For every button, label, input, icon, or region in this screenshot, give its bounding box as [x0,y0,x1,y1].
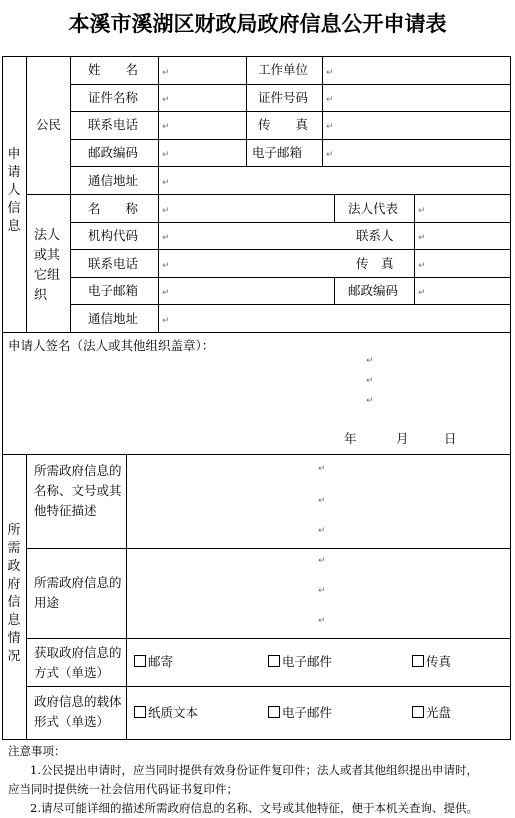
divider [334,277,335,304]
paragraph-mark: ↵ [318,496,326,506]
method-option-email[interactable]: 电子邮件 [268,655,332,669]
org-name-label: 名 称 [88,201,139,216]
checkbox[interactable] [412,655,424,667]
paragraph-mark: ↵ [162,261,170,271]
description-label: 所需政府信息的名称、文号或其他特征描述 [34,463,122,518]
org-address-label: 通信地址 [88,311,139,326]
checkbox[interactable] [268,706,280,718]
paragraph-mark: ↵ [162,178,170,188]
carrier-option-disc[interactable]: 光盘 [412,706,451,720]
carrier-option-email[interactable]: 电子邮件 [268,706,332,720]
checkbox[interactable] [268,655,280,667]
paragraph-mark: ↵ [162,288,170,298]
form-title: 本溪市溪湖区财政局政府信息公开申请表 [68,11,447,36]
paragraph-mark: ↵ [366,396,374,406]
divider [26,454,27,740]
paragraph-mark: ↵ [318,464,326,474]
request-section-label: 所需政府信息情况 [7,523,21,664]
divider [334,194,335,222]
paragraph-mark: ↵ [162,68,170,78]
purpose-label: 所需政府信息的用途 [34,575,122,610]
divider [70,166,511,167]
paragraph-mark: ↵ [366,356,374,366]
citizen-address-label: 通信地址 [88,173,139,188]
legal-rep-label: 法人代表 [348,201,399,216]
paragraph-mark: ↵ [162,150,170,160]
notes-section [8,742,513,818]
paragraph-mark: ↵ [326,68,334,78]
divider [414,194,415,222]
checkbox[interactable] [412,706,424,718]
org-email-label: 电子邮箱 [88,283,139,298]
table-border-bottom [2,739,511,740]
org-label: 法人或其它组织 [34,228,61,303]
divider [246,56,247,166]
date-day: 日 [444,431,457,446]
paragraph-mark: ↵ [162,122,170,132]
divider [26,194,511,195]
citizen-postal-label: 邮政编码 [88,145,139,160]
id-type-label: 证件名称 [88,90,139,105]
paragraph-mark: ↵ [162,316,170,326]
carrier-label: 政府信息的载体形式（单选） [34,694,122,729]
paragraph-mark: ↵ [326,95,334,105]
contact-label: 联系人 [356,228,394,243]
paragraph-mark: ↵ [366,376,374,386]
paragraph-mark: ↵ [326,122,334,132]
checkbox[interactable] [134,706,146,718]
paragraph-mark: ↵ [318,556,326,566]
divider [70,84,511,85]
method-option-fax[interactable]: 传真 [412,655,451,669]
notes-item-1-cont: 应当同时提供统一社会信用代码证书复印件； [8,782,238,796]
divider [2,454,511,455]
paragraph-mark: ↵ [318,586,326,596]
divider [70,222,511,223]
carrier-option-paper[interactable]: 纸质文本 [134,706,198,720]
org-fax-label: 传 真 [356,256,394,271]
divider [2,332,511,333]
org-postal-label: 邮政编码 [348,283,399,298]
paragraph-mark: ↵ [326,150,334,160]
table-border-left [2,56,3,740]
divider [26,548,511,549]
divider [70,277,511,278]
table-border-top [2,56,511,57]
divider [70,304,511,305]
date-month: 月 [396,431,409,446]
paragraph-mark: ↵ [318,616,326,626]
divider [414,222,415,277]
work-unit-label: 工作单位 [258,62,309,77]
paragraph-mark: ↵ [418,206,426,216]
date-year: 年 [344,431,357,446]
divider [26,638,511,639]
divider [70,249,511,250]
method-option-mail[interactable]: 邮寄 [134,655,173,669]
paragraph-mark: ↵ [418,288,426,298]
name-label: 姓 名 [88,62,139,77]
citizen-fax-label: 传 真 [258,117,309,132]
citizen-label: 公民 [36,117,62,132]
org-phone-label: 联系电话 [88,256,139,271]
divider [322,56,323,166]
org-code-label: 机构代码 [88,228,139,243]
paragraph-mark: ↵ [418,261,426,271]
method-label: 获取政府信息的方式（单选） [34,645,122,680]
paragraph-mark: ↵ [318,526,326,536]
divider [70,139,511,140]
notes-item-1: 1.公民提出申请时，应当同时提供有效身份证件复印件；法人或者其他组织提出申请时， [30,763,478,777]
citizen-email-label: 电子邮箱 [252,145,303,160]
id-number-label: 证件号码 [258,90,309,105]
applicant-section-label: 申请人信息 [7,147,21,234]
divider [126,454,127,740]
checkbox[interactable] [134,655,146,667]
citizen-phone-label: 联系电话 [88,117,139,132]
paragraph-mark: ↵ [162,233,170,243]
application-form-table [0,56,515,740]
divider [158,56,159,332]
divider [414,277,415,304]
paragraph-mark: ↵ [418,233,426,243]
paragraph-mark: ↵ [162,95,170,105]
notes-heading: 注意事项： [8,744,66,758]
divider [26,686,511,687]
notes-item-2: 2.请尽可能详细的描述所需政府信息的名称、文号或其他特征，便于本机关查询、提供。 [30,801,478,815]
signature-label: 申请人签名（法人或其他组织盖章）： [8,338,215,353]
paragraph-mark: ↵ [162,206,170,216]
divider [70,111,511,112]
